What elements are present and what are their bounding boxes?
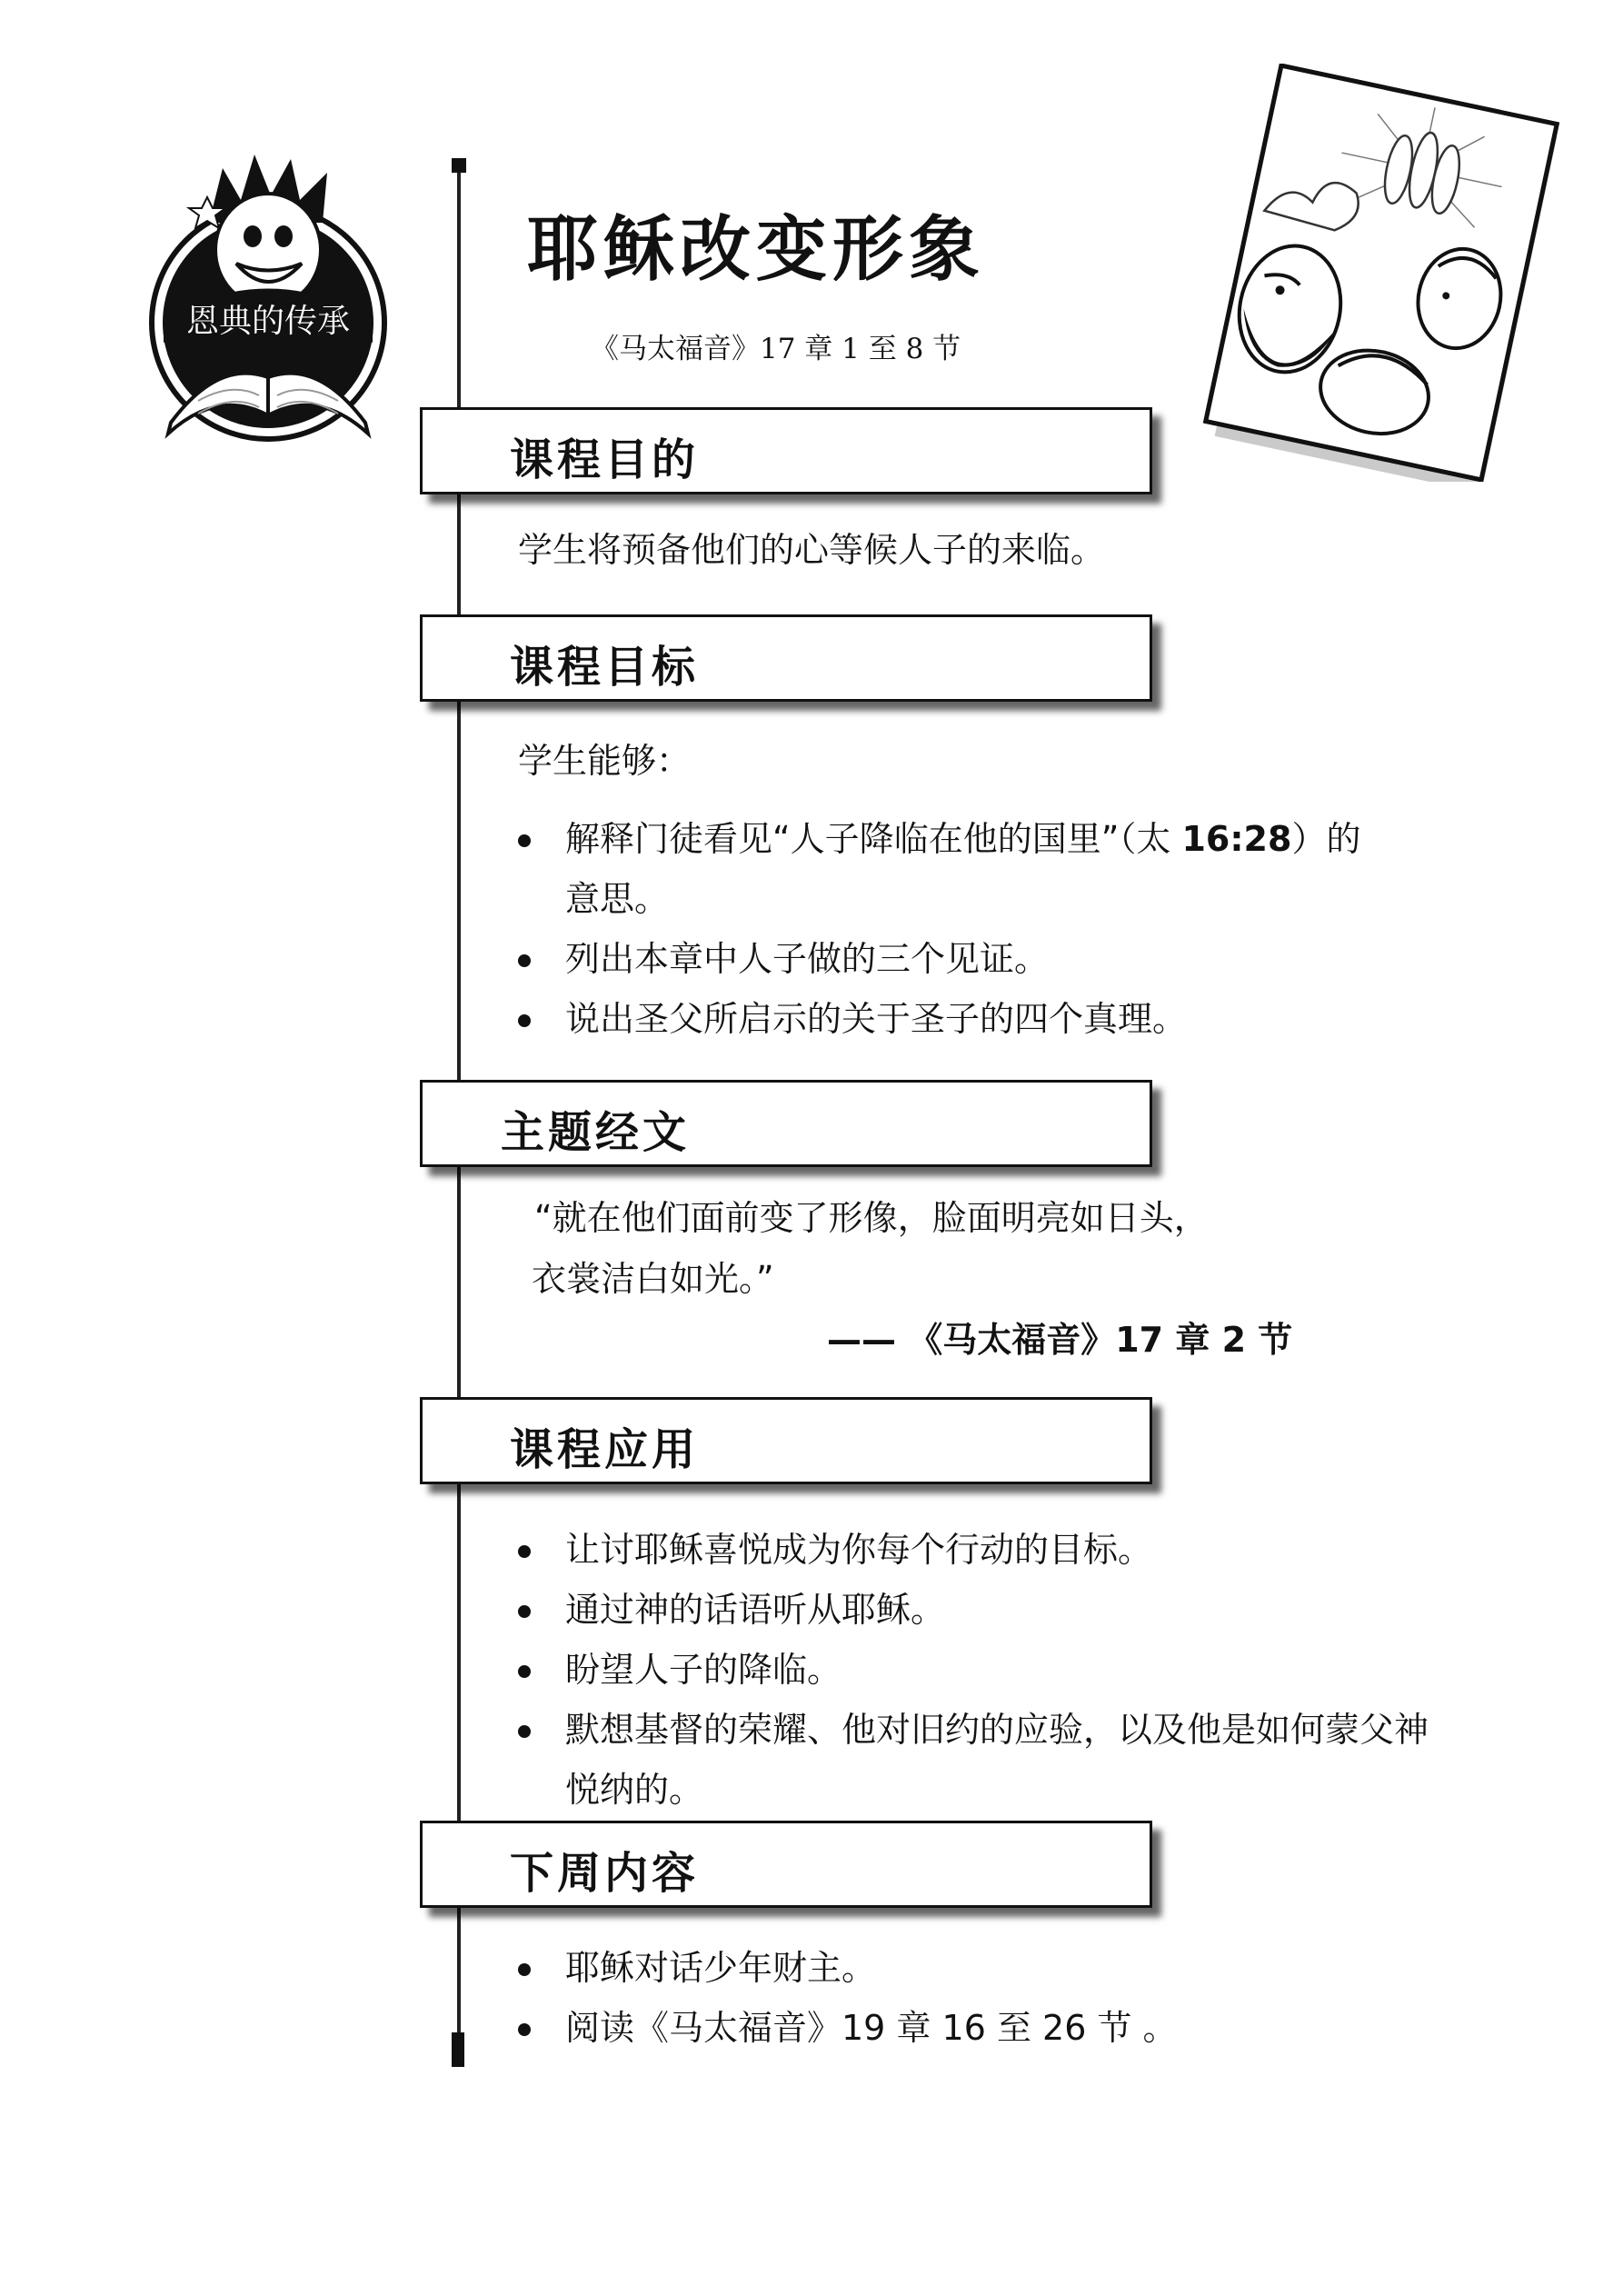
application-list	[509, 1520, 1429, 1820]
purpose-text: 学生将预备他们的心等候人子的来临。	[518, 530, 1106, 570]
application-text-cont: 悦纳的。	[565, 1770, 704, 1810]
theme-verse-attribution: —— 《马太福音》17 章 2 节	[827, 1320, 1293, 1360]
next-week-text: 阅读《马太福音》19 章 16 至 26 节 。	[565, 2008, 1178, 2048]
section-header-theme-verse	[420, 1080, 1152, 1167]
objectives-intro: 学生能够：	[518, 741, 692, 781]
objective-text-end: ）的	[1291, 819, 1361, 859]
list-item	[509, 1520, 1429, 1580]
objective-text: 列出本章中人子做的三个见证。	[565, 939, 1050, 979]
section-title: 课程目标	[510, 642, 700, 693]
objective-text: 解释门徒看见“人子降临在他的国里”（太	[565, 819, 1182, 859]
application-text: 让讨耶稣喜悦成为你每个行动的目标。	[565, 1530, 1153, 1570]
list-item	[509, 1700, 1429, 1820]
timeline-cap-top	[452, 158, 466, 173]
section-title: 课程应用	[510, 1424, 700, 1475]
timeline-cap-bottom	[452, 2032, 464, 2067]
theme-verse-line-2: 衣裳洁白如光。”	[532, 1259, 774, 1299]
list-item	[509, 1938, 1178, 1998]
logo-text: 恩典的传承	[185, 303, 351, 340]
list-item	[509, 989, 1360, 1049]
section-header-next-week	[420, 1821, 1152, 1908]
theme-verse-line-1: “就在他们面前变了形像，脸面明亮如日头，	[534, 1198, 1209, 1238]
section-header-objectives	[420, 614, 1152, 702]
list-item	[509, 1998, 1178, 2058]
list-item	[509, 1580, 1429, 1640]
scripture-reference: 《马太福音》17 章 1 至 8 节	[591, 333, 961, 365]
list-item	[509, 929, 1360, 989]
section-title: 下周内容	[510, 1848, 700, 1899]
next-week-text: 耶稣对话少年财主。	[565, 1948, 877, 1988]
list-item	[509, 809, 1360, 929]
list-item	[509, 1640, 1429, 1700]
lesson-title: 耶稣改变形象	[527, 208, 986, 291]
application-text: 默想基督的荣耀、他对旧约的应验，以及他是如何蒙父神	[565, 1710, 1429, 1750]
objectives-list	[509, 809, 1360, 1049]
section-header-application	[420, 1397, 1152, 1484]
section-title: 课程目的	[510, 434, 700, 485]
objective-text: 说出圣父所启示的关于圣子的四个真理。	[565, 999, 1188, 1039]
section-header-purpose	[420, 407, 1152, 494]
application-text: 通过神的话语听从耶稣。	[565, 1590, 946, 1630]
application-text: 盼望人子的降临。	[565, 1650, 842, 1690]
transfiguration-illustration	[1190, 64, 1572, 482]
verse-ref: 16:28	[1181, 819, 1292, 859]
next-week-list	[509, 1938, 1178, 2058]
section-title: 主题经文	[501, 1107, 691, 1158]
legacy-of-grace-logo	[145, 150, 391, 454]
objective-text-cont: 意思。	[565, 879, 670, 919]
